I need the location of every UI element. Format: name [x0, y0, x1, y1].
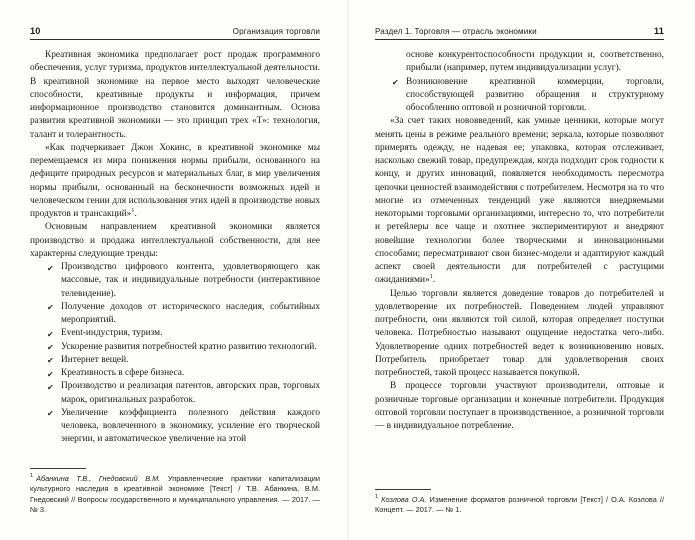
list-item-label: Производство и реализация патентов, авторских прав, торговых марок, оригинальных разработок.: [61, 381, 320, 405]
footnote-citation: Изменение форматов розничной торговли [Текст] / О.А. Козлова // Концепт. — 2017. — № 1.: [375, 494, 664, 515]
paragraph-quote-text: «Как подчеркивает Джон Хокинс, в креативной экономике мы перемещаемся из мира понижения нормы прибыли, основанного на дефиците природных ресурсов и материальных благ, в мир увеличения нормы прибыли, основанный на бесконечности возможных идей и человеческом гении для использования этих идей в производстве новых продуктов и трансакций»: [30, 142, 320, 219]
list-item-label: Получение доходов от исторического наследия, событийных мероприятий.: [61, 301, 320, 325]
list-item-label: Производство цифрового контента, удовлетворяющего как массовые, так и индивидуальные потребности (интерактивное телевидение).: [61, 262, 320, 299]
list-item: [30, 380, 320, 407]
paragraph: Креативная экономика предполагает рост продаж программного обеспечения, услуг туризма, продуктов интеллектуальной деятельности. В креативной экономике на первое место выходят человеческие способности, креативные продукты и информация, причем информационное производство становится доминантным. Основа развития креативной экономики — это принцип трех «Т»: технология, талант и толерантность.: [30, 50, 320, 140]
footnote-marker: 1: [375, 494, 379, 501]
running-head-right: [375, 26, 664, 39]
list-item-continuation: [375, 49, 664, 76]
list-item: [30, 341, 320, 354]
check-icon: ✔: [47, 329, 54, 339]
footnote-authors: Козлова О.А.: [381, 494, 427, 504]
footnote-area-left: [30, 468, 320, 516]
check-icon: ✔: [392, 78, 399, 87]
left-page-body: [30, 49, 320, 447]
list-item-label: Креативность в сфере бизнеса.: [61, 368, 185, 378]
check-icon: ✔: [47, 409, 54, 419]
footnote-authors: Абанкина Т.В., Гнедовский В.М.: [36, 473, 161, 483]
list-item-label: Возникновение креативной коммерции, торговли, способствующей развитию обращения и структурному обособлению оптовой и розничной торговли.: [406, 76, 664, 113]
list-item: [30, 301, 320, 328]
footnote-rule-right: [375, 489, 431, 490]
right-page: [347, 0, 694, 540]
footnote-rule-left: [30, 468, 86, 469]
paragraph: В процессе торговли участвуют производители, оптовые и розничные торговые организации и конечные потребители. Продукция оптовой торговли поступает в производственное, а розничной торговли — в индивидуальное потребление.: [375, 381, 664, 431]
footnote-citation: Управленческие практики капитализации культурного наследия в креативной экономике [Текст] / Т.В. Абанкина, В.М. Гнедовский // Вопросы государственного и муниципального управления. — 2017. — № 3.: [30, 473, 320, 515]
paragraph: Основным направлением креативной экономики является производство и продажа интеллектуальной собственности, для нее характерны следующие тренды:: [30, 222, 320, 259]
check-icon: ✔: [47, 303, 54, 313]
running-title-right: Раздел 1. Торговля — отрасль экономики: [375, 27, 537, 36]
list-item: [30, 354, 320, 367]
paragraph-quote: «Как подчеркивает Джон Хокинс, в креативной экономике мы перемещаемся из мира понижения нормы прибыли, основанного на дефиците природных ресурсов и материальных благ, в мир увеличения нормы прибыли, основанный на бесконечности возможных идей и человеческом гении для использования этих идей в производстве новых продуктов и трансакций»$^1$.: [30, 142, 320, 219]
list-item: [30, 367, 320, 380]
list-item: [30, 407, 320, 447]
continuation-list-right: [375, 49, 664, 115]
paragraph-quote: «За счет таких нововведений, как умные ценники, которые могут менять цены в режиме реального времени; зеркала, которые позволяют примерять одежду, не надевая ее; упаковка, которая отслеживает, насколько свежий товар, предупреждая, когда подходит срок годности к концу, и других инноваций, появляется необходимость пересмотра цепочки ценностей взаимодействия с потребителем. Несмотря на то что многие из отмеченных тенденций уже являются внедряемыми некоторыми торговыми организациями, интересно то, что потребители и ретейлеры все чаще и охотнее экспериментируют и внедряют новейшие технологии более творческими и инновационными способами; пересматривают свои бизнес-модели и адаптируют каждый аспект своей деятельности для потребителей с растущими ожиданиями»$^1$.: [375, 116, 664, 286]
list-item: [30, 327, 320, 340]
footnote-area-right: [375, 489, 664, 516]
list-item: [375, 76, 664, 116]
footnote-marker: 1: [30, 473, 34, 480]
running-head-left: [30, 26, 320, 39]
check-icon: ✔: [47, 263, 54, 273]
trends-list-left: [30, 261, 320, 447]
running-title-left: Организация торговли: [232, 27, 320, 36]
list-item: [30, 261, 320, 301]
check-icon: ✔: [47, 369, 54, 379]
list-item-continuation-label: основе конкурентоспособности продукции и, соответственно, прибыли (например, путем индивидуализации услуг).: [406, 50, 664, 74]
footnote-right: [375, 495, 664, 516]
page-number-left: 10: [30, 26, 41, 36]
footnote-reference: 1: [131, 206, 135, 214]
paragraph-quote-text: «За счет таких нововведений, как умные ценники, которые могут менять цены в режиме реального времени; зеркала, которые позволяют примерять одежду, не надевая ее; упаковка, которая отслеживает, насколько свежий товар, предупреждая, когда подходит срок годности к концу, и других инноваций, появляется необходимость пересмотра цепочки ценностей взаимодействия с потребителем. Несмотря на то что многие из отмеченных тенденций уже являются внедряемыми некоторыми торговыми организациями, интересно то, что потребители и ретейлеры все чаще и охотнее экспериментируют и внедряют новейшие технологии более творческими и инновационными способами; пересматривают свои бизнес-модели и адаптируют каждый аспект своей деятельности для потребителей с растущими ожиданиями»: [375, 116, 664, 286]
paragraph: Целью торговли является доведение товаров до потребителей и удовлетворение их потребностей. Поведением людей управляют потребности, они являются той силой, которая определяет поступки человека. Потребностью называют ощущение недостатка чего-либо. Удовлетворение одних потребностей ведет к возникновению новых. Потребитель приобретает товар для удовлетворения своих потребностей, такой процесс называется покупкой.: [375, 288, 664, 378]
check-icon: ✔: [47, 343, 54, 352]
footnote-left: [30, 474, 320, 516]
check-icon: ✔: [47, 382, 54, 392]
list-item-label: Увеличение коэффициента полезного действия каждого человека, вовлеченного в экономику, усиление его творческой энергии, и автоматическое увеличение на этой: [61, 407, 320, 445]
header-rule-right: [375, 39, 664, 40]
list-item-label: Интернет вещей.: [61, 354, 129, 365]
footnote-reference: 1: [429, 273, 433, 281]
header-rule-left: [30, 39, 320, 40]
list-item-label: Ускорение развития потребностей кратно развитию технологий.: [61, 341, 317, 352]
right-page-body: [375, 49, 664, 433]
page-number-right: 11: [653, 26, 664, 36]
left-page: [0, 0, 347, 540]
check-icon: ✔: [47, 356, 54, 366]
list-item-label: Event-индустрия, туризм.: [61, 328, 163, 339]
